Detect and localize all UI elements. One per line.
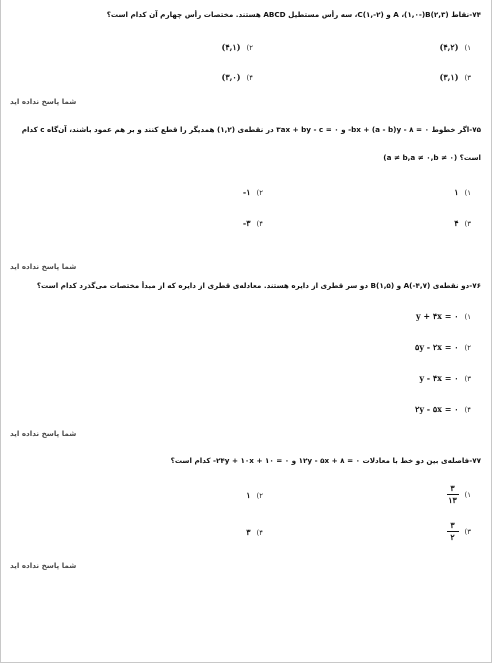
fraction-denominator: ۱۳ xyxy=(448,495,457,505)
question-77-stem: ۷۷-فاصله‌ی بین دو خط با معادلات ۰ = ۸ + ۱۲y - ۵x و ۰ = ۱۰ + ۲۴y + ۱۰x- کدام است؟ xyxy=(170,456,481,465)
option-value: ۳ xyxy=(246,527,251,537)
option-number: ۲) xyxy=(246,44,253,52)
q74-option-3[interactable] xyxy=(440,72,471,82)
option-number: ۳) xyxy=(464,74,471,82)
fraction-numerator: ۳ xyxy=(450,520,455,530)
option-value: y - ۴x = ۰ xyxy=(419,373,459,383)
option-value: y + ۴x = ۰ xyxy=(415,311,459,321)
q74-option-1[interactable] xyxy=(440,42,471,52)
question-76-stem: ۷۶-دو نقطه‌ی (۴,۷-)A و (۱,۵)B دو سر قطری از دایره هستند. معادله‌ی قطری از دایره که از مبدأ مختصات می‌گذرد کدام است؟ xyxy=(36,281,481,290)
q75-option-1[interactable] xyxy=(454,187,471,197)
option-number: ۲) xyxy=(256,492,263,500)
q77-option-2[interactable] xyxy=(246,490,263,500)
q75-option-4[interactable] xyxy=(243,218,263,228)
option-number: ۱) xyxy=(464,189,471,197)
option-number: ۱) xyxy=(464,490,471,499)
option-value: ۲y - ۵x = ۰ xyxy=(415,404,459,414)
option-value: (۴,۱) xyxy=(221,42,241,52)
option-number: ۱) xyxy=(464,313,471,321)
option-value: ۱- xyxy=(242,187,251,197)
q75-answer-status: شما پاسخ نداده اید xyxy=(10,262,77,271)
option-value: (۳,۰) xyxy=(221,72,241,82)
option-value: ۳- xyxy=(242,218,251,228)
q75-option-3[interactable] xyxy=(454,218,471,228)
q76-option-3[interactable] xyxy=(419,373,471,383)
option-value: ۱ xyxy=(246,490,251,500)
option-number: ۴) xyxy=(464,406,471,414)
question-75-stem-line2: است؟ (a ≠ b,a ≠ ۰,b ≠ ۰) xyxy=(383,153,481,162)
option-value: ۱ xyxy=(454,187,459,197)
q77-option-3[interactable] xyxy=(447,521,472,542)
option-value: ۴ xyxy=(454,218,459,228)
option-value: (۴,۲) xyxy=(439,42,459,52)
q76-answer-status: شما پاسخ نداده اید xyxy=(10,429,77,438)
q75-option-2[interactable] xyxy=(243,187,263,197)
q74-answer-status: شما پاسخ نداده اید xyxy=(10,97,77,106)
option-number: ۴) xyxy=(256,220,263,228)
option-number: ۳) xyxy=(464,527,471,536)
fraction-numerator: ۳ xyxy=(450,483,455,493)
q76-option-4[interactable] xyxy=(415,404,471,414)
option-number: ۲) xyxy=(464,344,471,352)
q77-option-4[interactable] xyxy=(246,527,263,537)
q76-option-1[interactable] xyxy=(416,311,471,321)
option-value: ۵y - ۲x = ۰ xyxy=(415,342,459,352)
fraction-denominator: ۲ xyxy=(450,532,455,542)
q76-option-2[interactable] xyxy=(415,342,471,352)
question-75-stem: ۷۵-اگر خطوط ۰ = ۸ - bx + (a - b)y- و ۰ = ۳ax + by - c در نقطه‌ی (۱,۲) همدیگر را قطع کنند و بر هم عمود باشند، آن‌گاه c کدام xyxy=(21,125,481,134)
option-number: ۴) xyxy=(256,529,263,537)
q77-answer-status: شما پاسخ نداده اید xyxy=(10,561,77,570)
q77-option-1[interactable] xyxy=(447,484,472,505)
option-number: ۱) xyxy=(464,44,471,52)
option-value: (۳,۱) xyxy=(439,72,459,82)
option-number: ۲) xyxy=(256,189,263,197)
option-number: ۳) xyxy=(464,220,471,228)
option-fraction xyxy=(447,484,459,505)
option-fraction xyxy=(447,521,459,542)
q74-option-2[interactable] xyxy=(222,42,253,52)
option-number: ۴) xyxy=(246,74,253,82)
question-74-stem: ۷۴-نقاط (۲,۳)A ،(۱,۰-)B و (۲-,۱)C، سه رأس مستطیل ABCD هستند. مختصات رأس چهارم آن کدام است؟ xyxy=(106,10,481,19)
q74-option-4[interactable] xyxy=(222,72,253,82)
option-number: ۳) xyxy=(464,375,471,383)
